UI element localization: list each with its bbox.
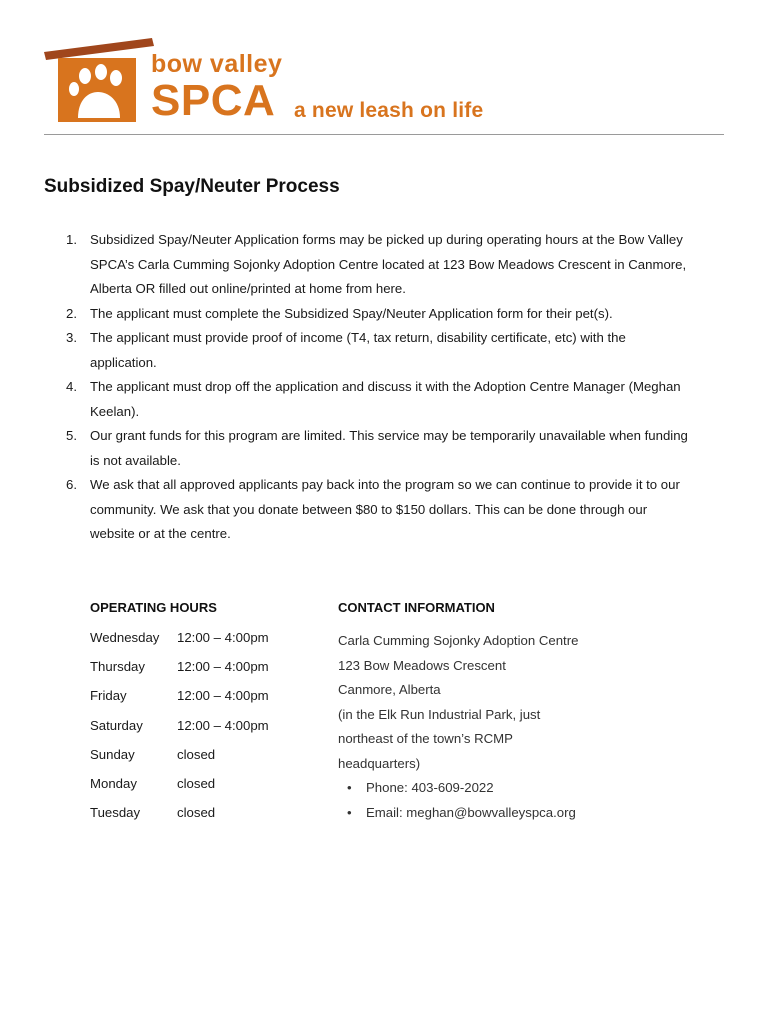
hours-row bbox=[90, 804, 320, 833]
tagline: a new leash on life bbox=[294, 99, 484, 122]
hours-time: 12:00 – 4:00pm bbox=[177, 717, 269, 733]
bullet-icon: • bbox=[347, 804, 352, 820]
brand-name-main: SPCA bbox=[151, 76, 276, 125]
contact-address-line: northeast of the town’s RCMP bbox=[338, 731, 513, 746]
step-text-line: community. We ask that you donate between $80 to $150 dollars. This can be done through our bbox=[90, 501, 648, 517]
step-text-line: Keelan). bbox=[90, 403, 140, 419]
bow-valley-spca-logo bbox=[44, 36, 514, 128]
contact-item-text: Phone: 403-609-2022 bbox=[366, 780, 494, 795]
hours-row bbox=[90, 717, 320, 746]
hours-row bbox=[90, 687, 320, 716]
contact-email bbox=[338, 801, 638, 826]
process-step bbox=[44, 375, 726, 424]
operating-hours-heading: OPERATING HOURS bbox=[90, 600, 217, 615]
hours-row bbox=[90, 746, 320, 775]
step-number: 3. bbox=[66, 330, 77, 345]
header-divider bbox=[44, 134, 724, 135]
contact-address-line: Carla Cumming Sojonky Adoption Centre bbox=[338, 633, 579, 648]
operating-hours-table bbox=[90, 629, 320, 833]
hours-time: closed bbox=[177, 775, 216, 791]
page-title: Subsidized Spay/Neuter Process bbox=[44, 176, 340, 197]
step-text-line: Our grant funds for this program are limited. This service may be temporarily unavailable when funding bbox=[90, 428, 688, 443]
step-text-line: is not available. bbox=[90, 452, 181, 468]
contact-address-line: headquarters) bbox=[338, 755, 421, 771]
hours-day: Sunday bbox=[90, 746, 135, 762]
step-number: 2. bbox=[66, 305, 77, 321]
step-text-line: We ask that all approved applicants pay back into the program so we can continue to provide it to our bbox=[90, 477, 680, 492]
step-text-line: The applicant must provide proof of income (T4, tax return, disability certificate, etc) with the bbox=[90, 330, 626, 345]
step-number: 1. bbox=[66, 232, 77, 247]
hours-day: Saturday bbox=[90, 717, 143, 733]
hours-day: Thursday bbox=[90, 659, 145, 675]
operating-hours-section bbox=[90, 600, 320, 833]
contact-heading: CONTACT INFORMATION bbox=[338, 600, 495, 615]
step-text-line: SPCA’s Carla Cumming Sojonky Adoption Centre located at 123 Bow Meadows Crescent in Canmore, bbox=[90, 256, 687, 272]
contact-phone bbox=[338, 776, 638, 801]
process-step bbox=[44, 228, 726, 302]
hours-row bbox=[90, 658, 320, 687]
contact-address-line: 123 Bow Meadows Crescent bbox=[338, 657, 506, 673]
process-step bbox=[44, 473, 726, 547]
step-text-line: Alberta OR filled out online/printed at home from here. bbox=[90, 281, 406, 296]
hours-time: closed bbox=[177, 746, 216, 762]
step-text-line: The applicant must complete the Subsidized Spay/Neuter Application form for their pet(s). bbox=[90, 305, 613, 321]
bullet-icon: • bbox=[347, 780, 352, 795]
hours-time: 12:00 – 4:00pm bbox=[177, 688, 269, 704]
brand-name-top: bow valley bbox=[151, 50, 283, 78]
process-steps-list bbox=[44, 228, 726, 547]
step-number: 4. bbox=[66, 379, 77, 394]
process-step bbox=[44, 424, 726, 473]
step-text-line: Subsidized Spay/Neuter Application forms may be picked up during operating hours at the Bow Valley bbox=[90, 232, 683, 247]
hours-time: 12:00 – 4:00pm bbox=[177, 659, 269, 675]
hours-day: Friday bbox=[90, 688, 127, 704]
hours-row bbox=[90, 629, 320, 658]
step-text-line: application. bbox=[90, 354, 157, 370]
process-step bbox=[44, 326, 726, 375]
step-number: 6. bbox=[66, 477, 77, 492]
step-number: 5. bbox=[66, 428, 77, 443]
hours-time: 12:00 – 4:00pm bbox=[177, 630, 269, 645]
step-text-line: website or at the centre. bbox=[90, 526, 231, 541]
step-text-line: The applicant must drop off the application and discuss it with the Adoption Centre Manager (Meghan bbox=[90, 379, 681, 394]
contact-item-text: Email: meghan@bowvalleyspca.org bbox=[366, 804, 576, 820]
hours-row bbox=[90, 775, 320, 804]
contact-information-section bbox=[338, 600, 638, 825]
doghouse-paw-icon bbox=[44, 36, 154, 128]
contact-list bbox=[338, 776, 638, 825]
contact-details bbox=[338, 629, 638, 825]
contact-address-line: (in the Elk Run Industrial Park, just bbox=[338, 706, 541, 722]
hours-day: Monday bbox=[90, 775, 137, 791]
hours-day: Wednesday bbox=[90, 630, 160, 645]
hours-time: closed bbox=[177, 805, 216, 821]
process-step bbox=[44, 302, 726, 327]
hours-day: Tuesday bbox=[90, 805, 141, 821]
contact-address-line: Canmore, Alberta bbox=[338, 682, 441, 697]
